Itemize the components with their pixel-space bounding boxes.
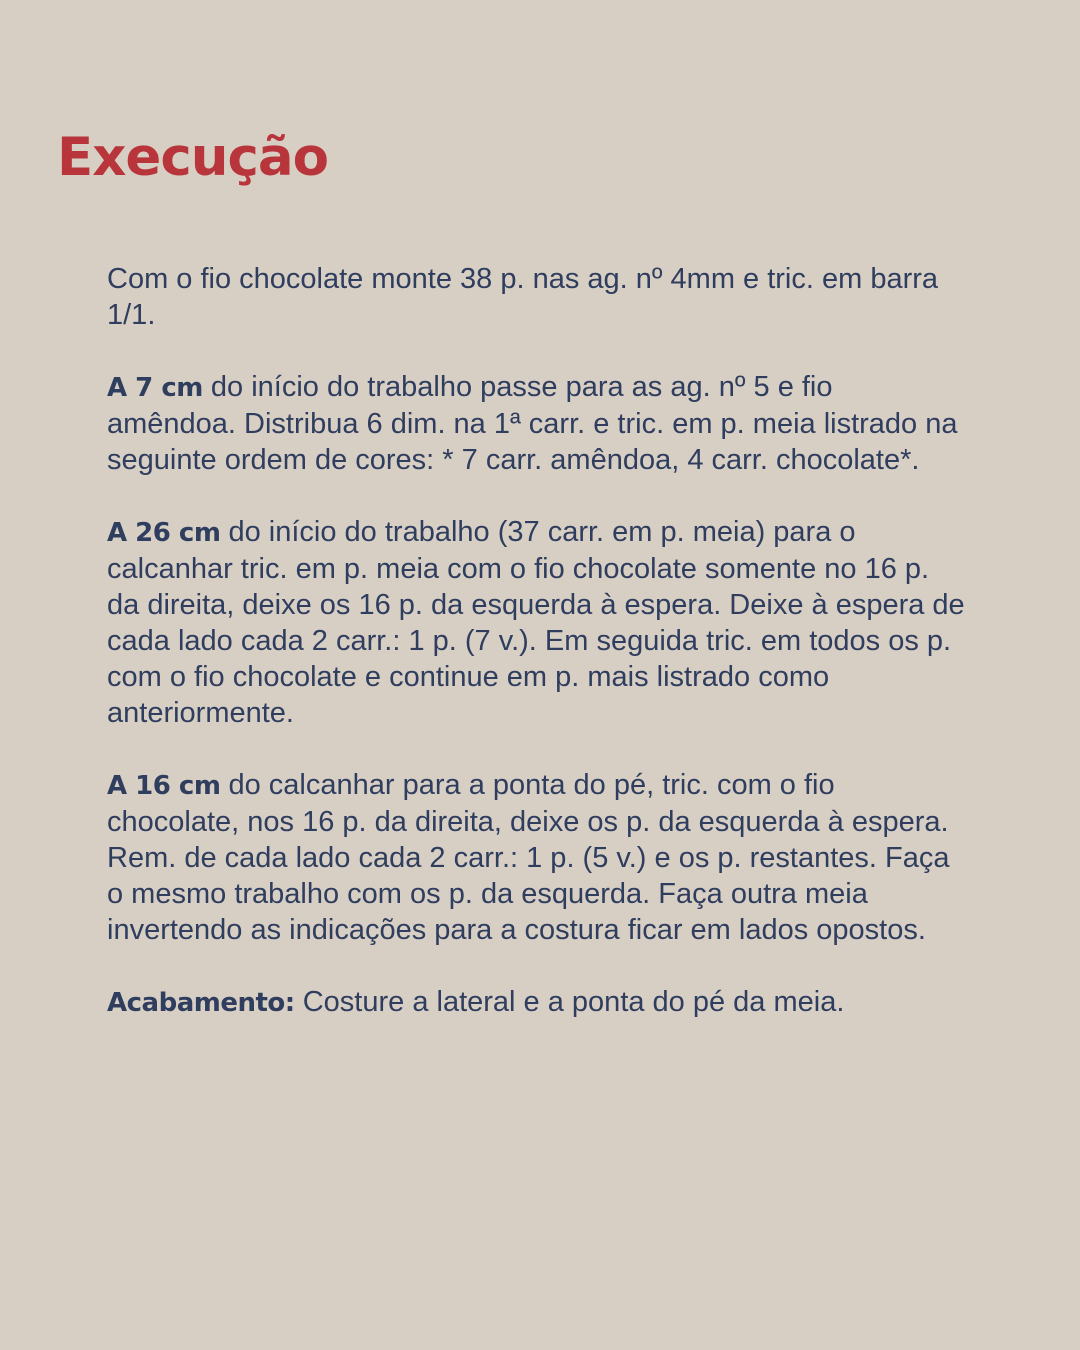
paragraph-text: Com o fio chocolate monte 38 p. nas ag. nº 4mm e tric. em barra 1/1. xyxy=(107,263,939,331)
paragraph-text: do calcanhar para a ponta do pé, tric. com o fio chocolate, nos 16 p. da direita, deixe os p. da esquerda à espera. Rem. de cada lado cada 2 carr.: 1 p. (5 v.) e os p. restantes. Faça o mesmo trabalho com os p. da esquerda. Faça outra meia invertendo as indicações para a costura ficar em lados opostos. xyxy=(107,769,950,946)
paragraph-finishing xyxy=(107,984,967,1021)
paragraph-26cm xyxy=(107,514,967,731)
paragraph-lead: A 16 cm xyxy=(107,771,221,801)
instructions-body xyxy=(107,261,967,1057)
page-title: Execução xyxy=(57,127,329,188)
paragraph-lead: A 26 cm xyxy=(107,518,221,548)
paragraph-text: do início do trabalho (37 carr. em p. meia) para o calcanhar tric. em p. meia com o fio chocolate somente no 16 p. da direita, deixe os 16 p. da esquerda à espera. Deixe à espera de cada lado cada 2 carr.: 1 p. (7 v.). Em seguida tric. em todos os p. com o fio chocolate e continue em p. mais listrado como anteriormente. xyxy=(107,516,965,729)
paragraph-cast-on xyxy=(107,261,967,333)
paragraph-16cm xyxy=(107,767,967,948)
paragraph-7cm xyxy=(107,369,967,478)
paragraph-lead: Acabamento: xyxy=(107,988,295,1018)
paragraph-lead: A 7 cm xyxy=(107,373,203,403)
paragraph-text: do início do trabalho passe para as ag. nº 5 e fio amêndoa. Distribua 6 dim. na 1ª carr. e tric. em p. meia listrado na seguinte ordem de cores: * 7 carr. amêndoa, 4 carr. chocolate*. xyxy=(107,371,958,476)
paragraph-text: Costure a lateral e a ponta do pé da meia. xyxy=(294,986,845,1018)
